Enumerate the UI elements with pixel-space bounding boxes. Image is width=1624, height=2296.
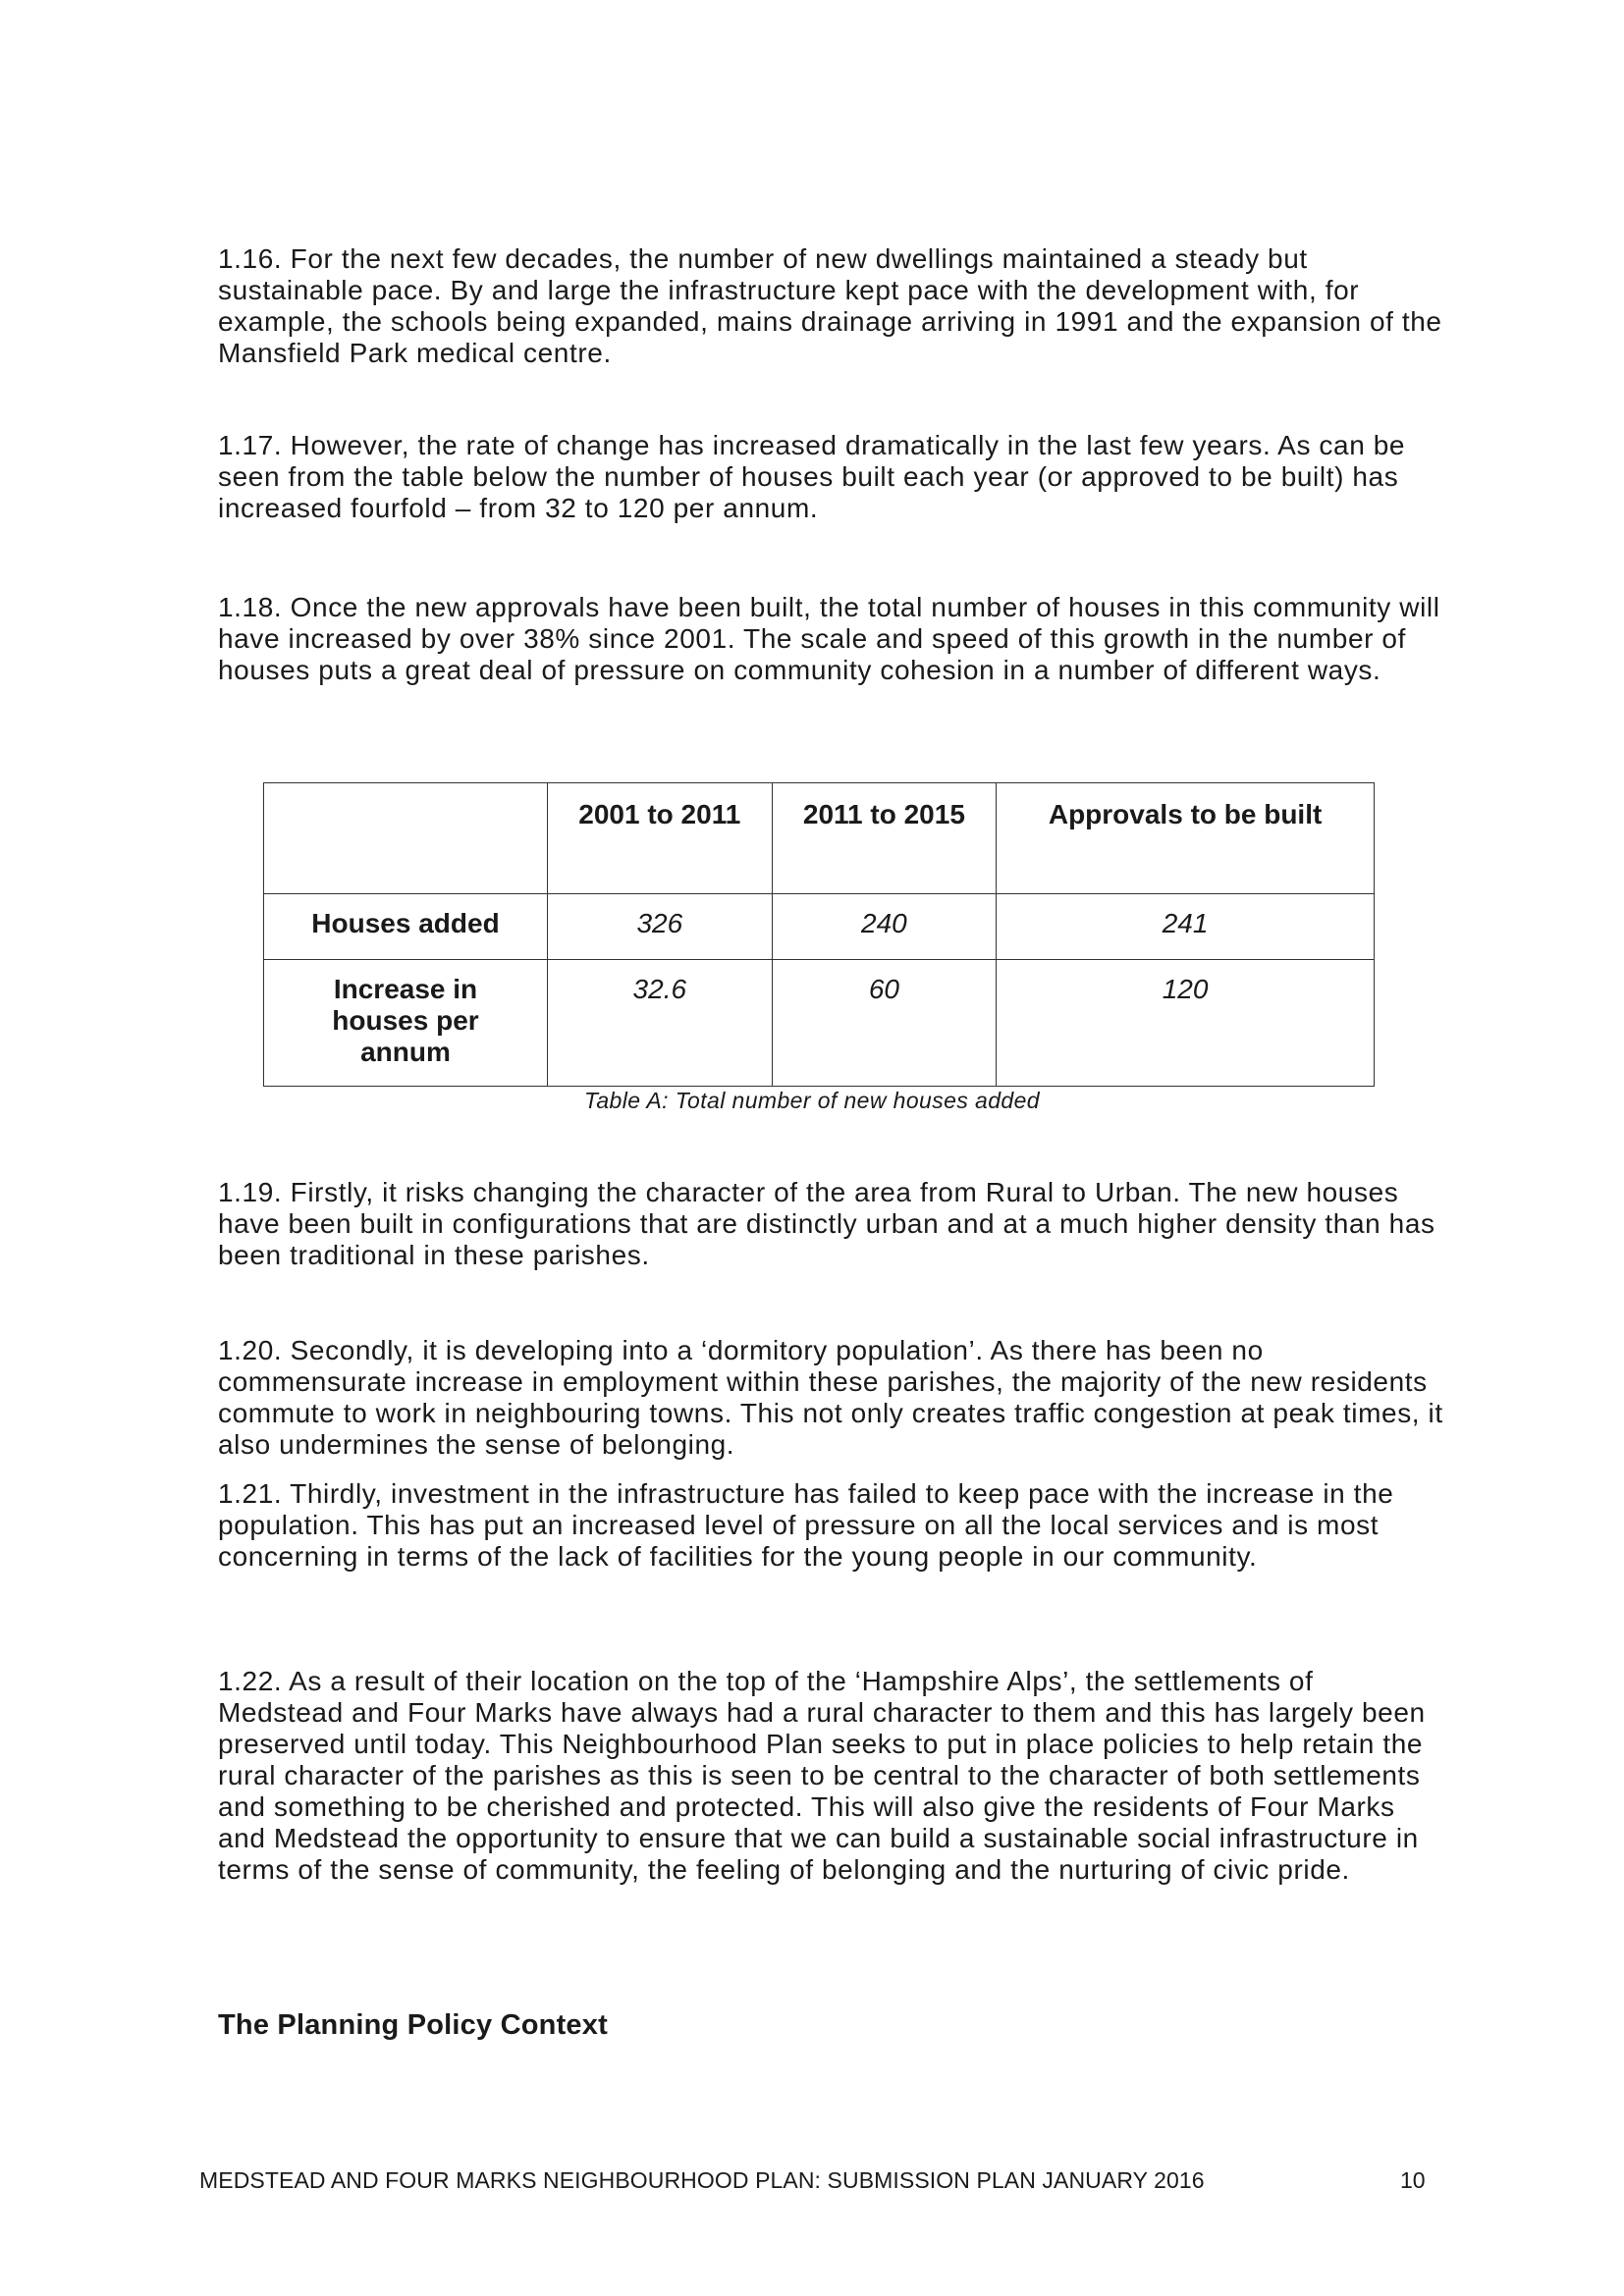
table-row-label: Houses added xyxy=(264,894,548,960)
paragraph-1-19: 1.19. Firstly, it risks changing the character of the area from Rural to Urban. The new houses have been built in configurations that are distinctly urban and at a much higher density than has been traditional in these parishes. xyxy=(218,1177,1435,1270)
table-row xyxy=(264,960,1375,1087)
table-header-row xyxy=(264,783,1375,894)
paragraph-1-17: 1.17. However, the rate of change has increased dramatically in the last few years. As can be seen from the table below the number of houses built each year (or approved to be built) has increased fourfold – from 32 to 120 per annum. xyxy=(218,430,1406,523)
table-cell: 240 xyxy=(772,894,997,960)
table-header-cell: 2011 to 2015 xyxy=(772,783,997,894)
paragraph-1-18: 1.18. Once the new approvals have been built, the total number of houses in this community will have increased by over 38% since 2001. The scale and speed of this growth in the number of houses puts a great deal of pressure on community cohesion in a number of different ways. xyxy=(218,592,1440,685)
houses-table xyxy=(263,782,1375,1087)
table-cell: 60 xyxy=(772,960,997,1087)
table-cell: 241 xyxy=(997,894,1375,960)
table-header-cell: 2001 to 2011 xyxy=(548,783,773,894)
table-row xyxy=(264,894,1375,960)
paragraph-1-16: 1.16. For the next few decades, the number of new dwellings maintained a steady but sustainable pace. By and large the infrastructure kept pace with the development with, for example, the schools being expanded, mains drainage arriving in 1991 and the expansion of the Mansfield Park medical centre. xyxy=(218,243,1442,368)
row-label-text: Increase in houses per annum xyxy=(332,974,479,1067)
table-cell: 326 xyxy=(548,894,773,960)
paragraph-1-21: 1.21. Thirdly, investment in the infrastructure has failed to keep pace with the increase in the population. This has put an increased level of pressure on all the local services and is most concerning in terms of the lack of facilities for the young people in our community. xyxy=(218,1478,1394,1572)
table-caption: Table A: Total number of new houses added xyxy=(584,1088,1040,1113)
table-cell: 120 xyxy=(997,960,1375,1087)
table-corner-cell xyxy=(264,783,548,894)
section-heading: The Planning Policy Context xyxy=(218,2009,608,2041)
page-footer: MEDSTEAD AND FOUR MARKS NEIGHBOURHOOD PLAN: SUBMISSION PLAN JANUARY 2016 xyxy=(199,2167,1205,2193)
table-cell: 32.6 xyxy=(548,960,773,1087)
paragraph-1-20: 1.20. Secondly, it is developing into a ‘dormitory population’. As there has been no commensurate increase in employment within these parishes, the majority of the new residents commute to work in neighbouring towns. This not only creates traffic congestion at peak times, it also undermines the sense of belonging. xyxy=(218,1335,1443,1460)
table-header-cell: Approvals to be built xyxy=(997,783,1375,894)
page-number: 10 xyxy=(1400,2167,1426,2193)
paragraph-1-22: 1.22. As a result of their location on the top of the ‘Hampshire Alps’, the settlements of Medstead and Four Marks have always had a rural character to them and this has largely been preserved until today. This Neighbourhood Plan seeks to put in place policies to help retain the rural character of the parishes as this is seen to be central to the character of both settlements and something to be cherished and protected. This will also give the residents of Four Marks and Medstead the opportunity to ensure that we can build a sustainable social infrastructure in terms of the sense of community, the feeling of belonging and the nurturing of civic pride. xyxy=(218,1666,1426,1885)
table-row-label xyxy=(264,960,548,1087)
